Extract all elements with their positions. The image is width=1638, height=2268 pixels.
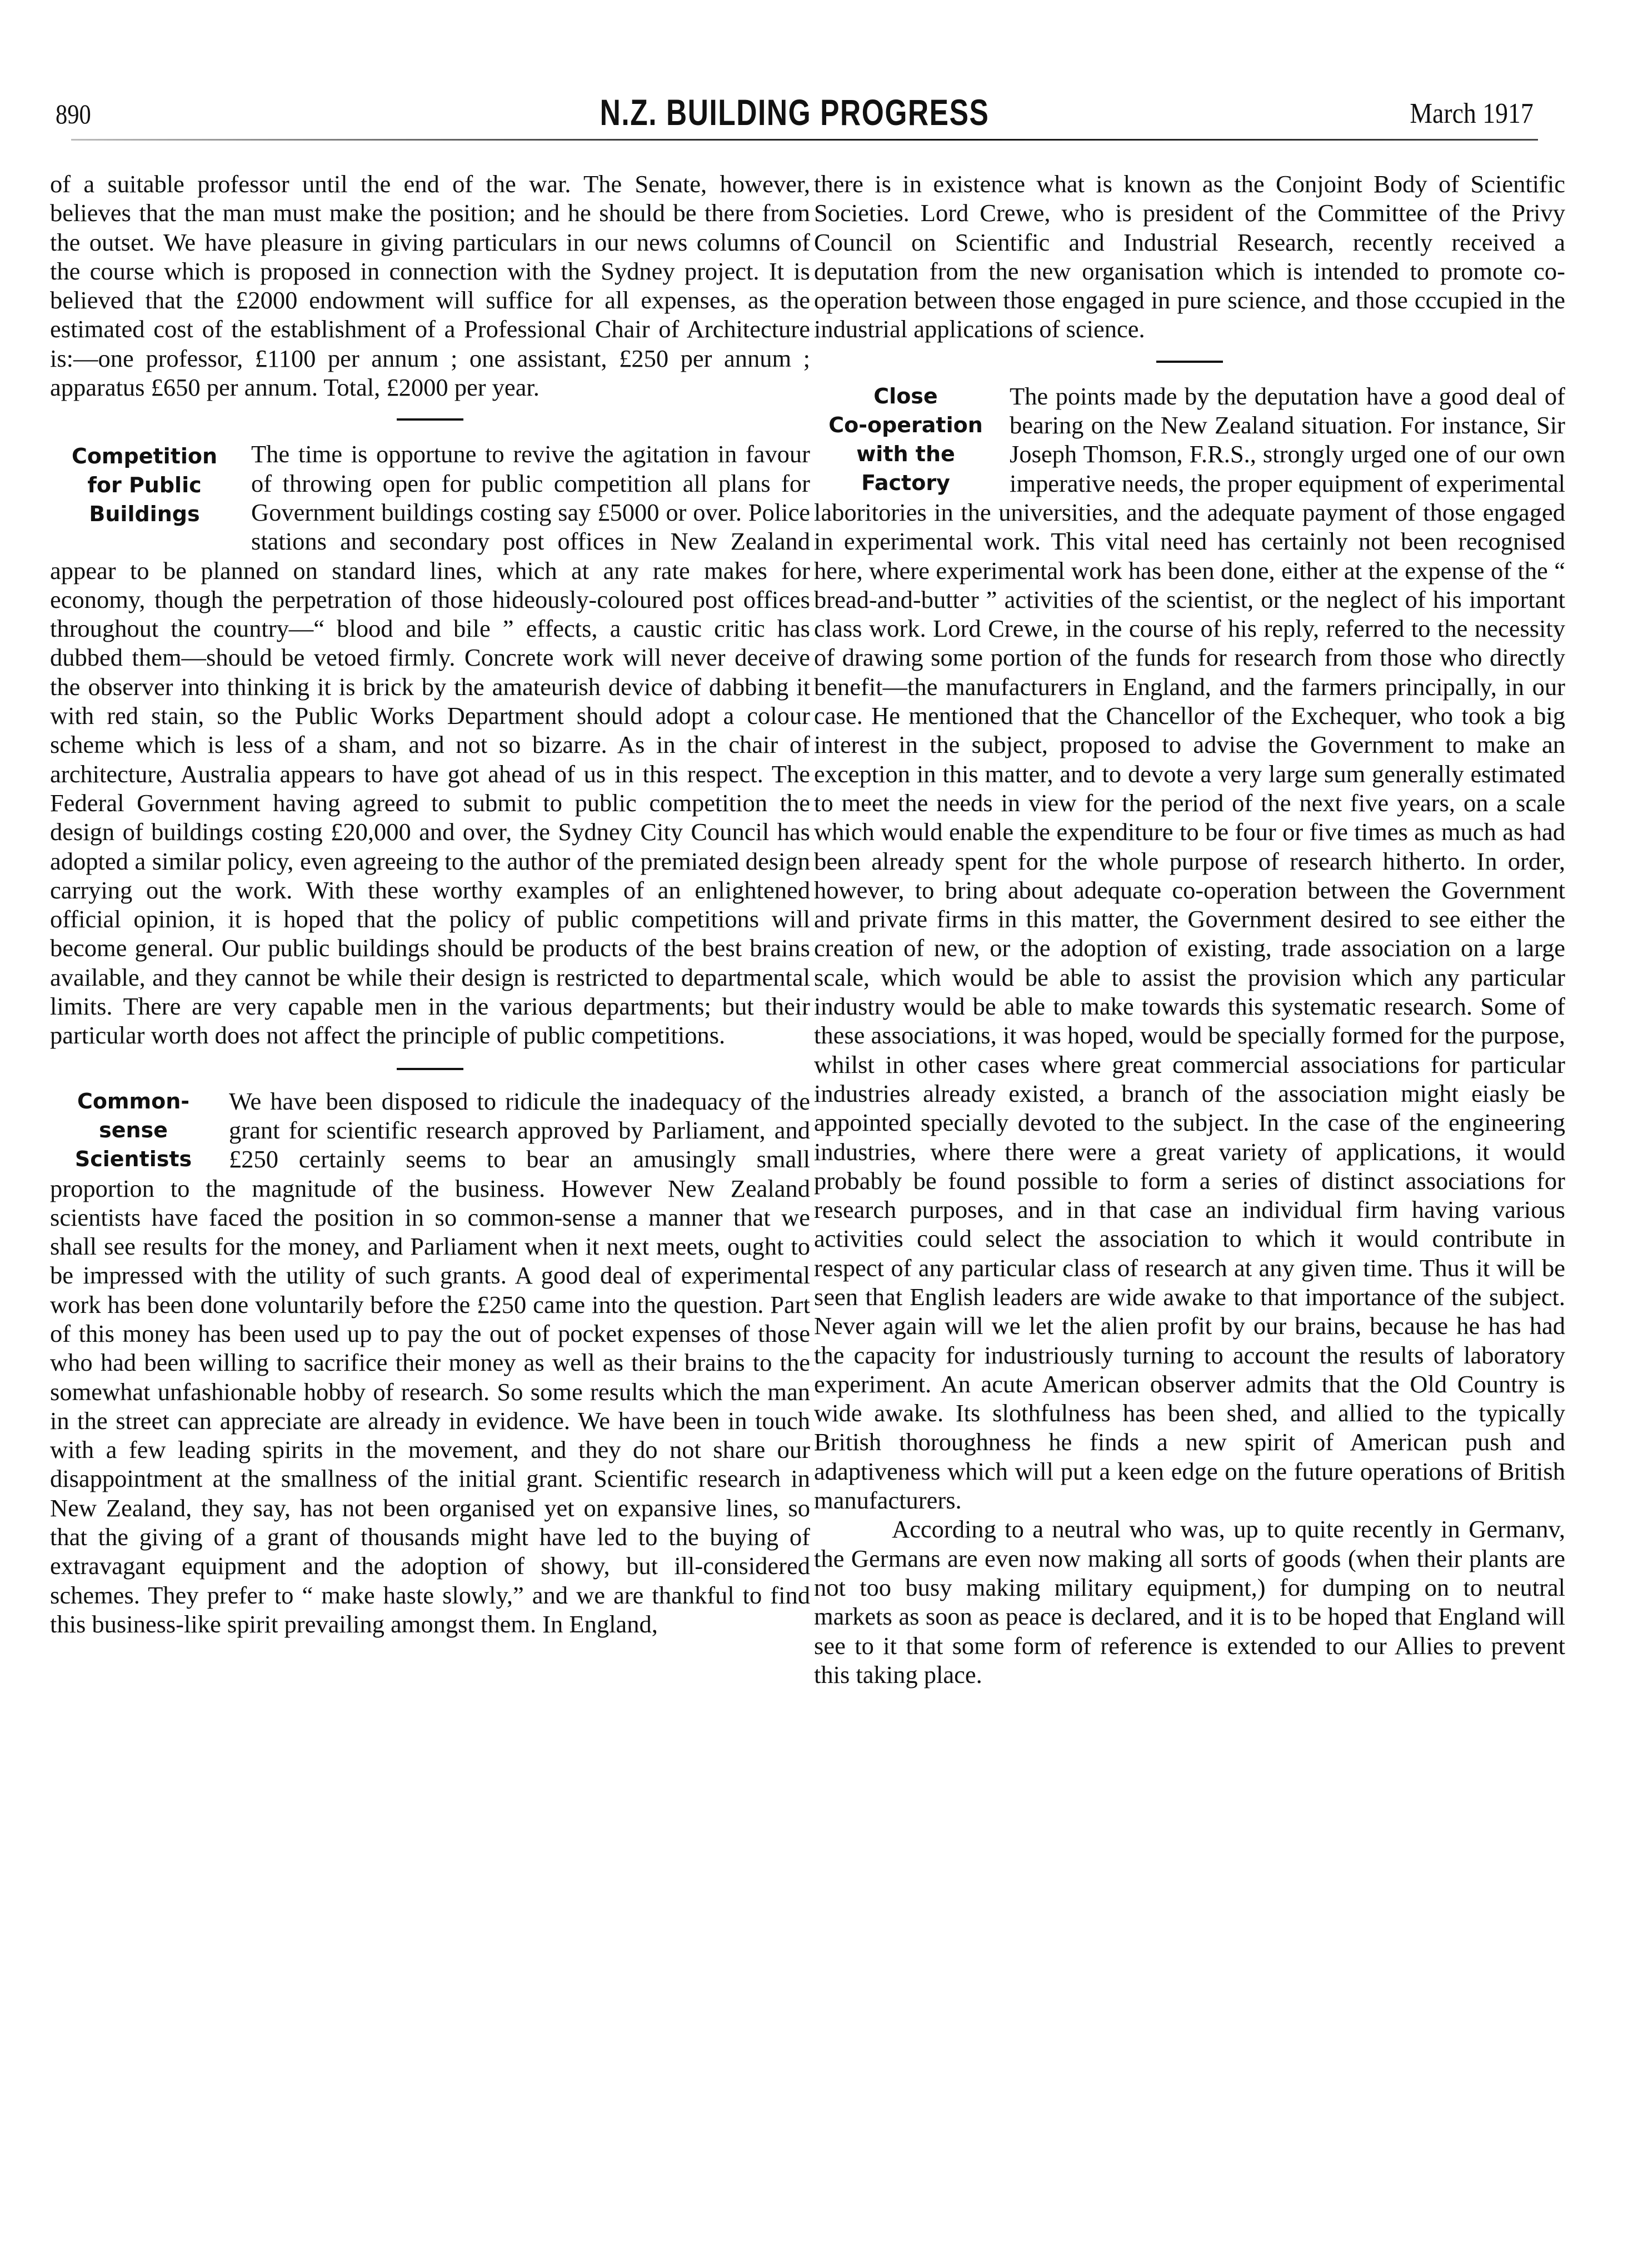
left-column — [50, 169, 810, 1638]
page-header — [56, 94, 1534, 133]
article-body: The points made by the deputation have a good deal of bearing on the New Zealand situation. For instance, Sir Joseph Thomson, F.R.S., strongly urged one of our own imperative needs, the proper equipment of experimental laboritories in the universities, and the adequate payment of those engaged in experimental work. This vital need has certainly not been recognised here, where experimental work has been done, either at the expense of the “ bread-and-butter ” activities of the scientist, or the neglect of his important class work. Lord Crewe, in the course of his reply, referred to the necessity of drawing some portion of the funds for research from those who directly benefit—the manufacturers in England, and the farmers principally, in our case. He mentioned that the Chancellor of the Exchequer, who took a big interest in the subject, proposed to advise the Government to make an exception in this matter, and to devote a very large sum generally estimated to meet the needs in view for the period of the next five years, on a scale which would enable the expenditure to be four or five times as much as had been already spent for the whole purpose of research hitherto. In order, however, to bring about adequate co-operation between the Government and private firms in this matter, the Government desired to see either the creation of new, or the adoption of existing, trade association on a large scale, which would be able to assist the provision which any particular industry would be able to make towards this systematic research. Some of these associations, it was hoped, would be specially formed for the purpose, whilst in other cases where great commercial associations for particular industries already existed, a branch of the association might eiasly be appointed specially devoted to the subject. In the case of the engineering industries, where there were a great variety of applications, it would probably be found possible to form a series of distinct associations for research purposes, and in that case an individual firm having various activities could select the association to which it would contribute in respect of any particular class of research at any given time. Thus it will be seen that English leaders are wide awake to that importance of the subject. Never again will we let the alien profit by our brains, because he has had the capacity for industriously turning to account the results of laboratory experiment. An acute American observer admits that the Old Country is wide awake. Its slothfulness has been shed, and allied to the typically British thoroughness he finds a new spirit of American push and adaptiveness which will put a keen edge on the future operations of British manufacturers. — [814, 382, 1565, 1515]
article-common-sense-scientists — [50, 1087, 810, 1639]
section-divider — [397, 1068, 463, 1070]
issue-date: March 1917 — [1410, 98, 1534, 129]
article-body: The time is opportune to revive the agitation in favour of throwing open for public competition all plans for Government buildings costing say £5000 or over. Police stations and secondary post offices in New Zealand appear to be planned on standard lines, which at any rate makes for economy, though the perpetration of those hideously-coloured post offices throughout the country—“ blood and bile ” effects, a caustic critic has dubbed them—should be vetoed firmly. Concrete work will never deceive the observer into thinking it is brick by the amateurish device of dabbing it with red stain, so the Public Works Department should adopt a colour scheme which is less of a sham, and not so bizarre. As in the chair of architecture, Australia appears to have got ahead of us in this respect. The Federal Government having agreed to submit to public competition the design of buildings costing £20,000 and over, the Sydney City Council has adopted a similar policy, even agreeing to the author of the premiated design carrying out the work. With these worthy examples of an enlightened official opinion, it is hoped that the policy of public competitions will become general. Our public buildings should be products of the best brains available, and they cannot be while their design is restricted to departmental limits. There are very capable men in the various departments; but their particular worth does not affect the principle of public competitions. — [50, 440, 810, 1050]
continuation-paragraph: of a suitable professor until the end of the war. The Senate, however, believes that the man must make the position; and he should be there from the outset. We have pleasure in giving particulars in our news columns of the course which is proposed in connection with the Sydney project. It is believed that the £2000 endowment will suffice for all expenses, as the estimated cost of the establishment of a Professional Chair of Architecture is:—one professor, £1100 per annum ; one assistant, £250 per annum ; apparatus £650 per annum. Total, £2000 per year. — [50, 170, 810, 402]
article-body: We have been disposed to ridicule the inadequacy of the grant for scientific research approved by Parliament, and £250 certainly seems to bear an amusingly small proportion to the magnitude of the business. However New Zealand scientists have faced the position in so common-sense a manner that we shall see results for the money, and Parliament when it next meets, ought to be impressed with the utility of such grants. A good deal of experimental work has been done voluntarily before the £250 came into the question. Part of this money has been used up to pay the out of pocket expenses of those who had been willing to sacrifice their money as well as their brains to the somewhat unfashionable hobby of research. So some results which the man in the street can appreciate are already in evidence. We have been in touch with a few leading spirits in the movement, and they do not share our disappointment at the smallness of the initial grant. Scientific research in New Zealand, they say, has not been organised yet on expansive lines, so that the giving of a grant of thousands might have led to the buying of extravagant equipment and the adoption of showy, but ill-considered schemes. They prefer to “ make haste slowly,” and we are thankful to find this business-like spirit prevailing amongst them. In England, — [50, 1087, 810, 1638]
closing-paragraph: According to a neutral who was, up to quite recently in Germanv, the Germans are even now making all sorts of goods (when their plants are not too busy making military equipment,) for dumping on to neutral markets as soon as peace is declared, and it is to be hoped that England will see to it that some form of reference is extended to our Allies to prevent this taking place. — [814, 1515, 1565, 1688]
continuation-paragraph: there is in existence what is known as the Conjoint Body of Scientific Societies. Lord Crewe, who is president of the Committee of the Privy Council on Scientific and Industrial Research, recently received a deputation from the new organisation which is intended to promote co-operation between those engaged in pure science, and those cccupied in the industrial applications of science. — [814, 170, 1565, 343]
right-column — [814, 169, 1565, 1689]
publication-title: N.Z. BUILDING PROGRESS — [600, 92, 990, 133]
side-heading: Close Co-operation with the Factory — [828, 383, 983, 495]
page-number: 890 — [56, 98, 91, 129]
section-divider — [1156, 361, 1223, 363]
article-competition-public-buildings — [50, 439, 810, 1050]
header-divider — [71, 139, 1538, 141]
section-divider — [397, 418, 463, 421]
side-heading: Competition for Public Buildings — [71, 444, 218, 527]
article-close-co-operation — [814, 382, 1565, 1689]
side-heading: Common- sense Scientists — [74, 1088, 192, 1171]
